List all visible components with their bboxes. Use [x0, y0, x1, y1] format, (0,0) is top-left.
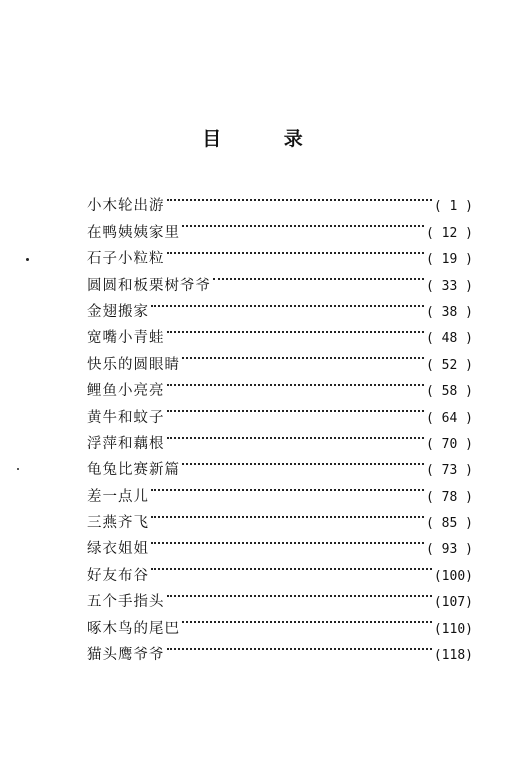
toc-entry-page: ( 58 )	[426, 384, 473, 400]
toc-entry-title: 猫头鹰爷爷	[87, 647, 165, 664]
table-of-contents	[87, 184, 473, 664]
toc-entry-title: 金翅搬家	[87, 303, 149, 320]
toc-entry-title: 宽嘴小青蛙	[87, 330, 165, 347]
dot-leader	[151, 290, 424, 316]
dot-leader	[182, 606, 432, 632]
toc-entry-title: 黄牛和蚊子	[87, 409, 165, 426]
toc-entry-title: 三燕齐飞	[87, 515, 149, 532]
toc-entry-page: ( 48 )	[426, 331, 473, 347]
scan-speck	[17, 468, 19, 470]
toc-entry-title: 龟兔比赛新篇	[87, 462, 180, 479]
dot-leader	[167, 633, 432, 659]
toc-entry-page: ( 73 )	[426, 463, 473, 479]
toc-entry-title: 鲤鱼小亮亮	[87, 383, 165, 400]
dot-leader	[182, 448, 424, 474]
toc-entry-page: ( 38 )	[426, 304, 473, 320]
toc-entry-title: 差一点儿	[87, 488, 149, 505]
dot-leader	[167, 316, 425, 342]
toc-entry-title: 好友布谷	[87, 567, 149, 584]
toc-entry-title: 小木轮出游	[87, 198, 165, 215]
dot-leader	[167, 369, 425, 395]
dot-leader	[151, 527, 424, 553]
toc-entry-page: ( 64 )	[426, 410, 473, 426]
dot-leader	[167, 237, 425, 263]
toc-entry-title: 啄木鸟的尾巴	[87, 620, 180, 637]
dot-leader	[151, 474, 424, 500]
toc-entry[interactable]	[87, 184, 473, 215]
toc-entry-title: 绿衣姐姐	[87, 541, 149, 558]
dot-leader	[167, 184, 432, 210]
page-title: 目 录	[202, 128, 331, 150]
toc-entry-title: 浮萍和藕根	[87, 435, 165, 452]
toc-entry-page: ( 78 )	[426, 489, 473, 505]
dot-leader	[167, 580, 432, 606]
toc-entry-page: (110)	[433, 621, 473, 637]
dot-leader	[167, 422, 425, 448]
toc-entry-page: ( 70 )	[426, 436, 473, 452]
dot-leader	[167, 395, 425, 421]
toc-entry-page: ( 19 )	[426, 252, 473, 268]
scan-speck	[26, 258, 29, 261]
toc-entry-page: ( 93 )	[426, 542, 473, 558]
toc-entry-title: 快乐的圆眼睛	[87, 356, 180, 373]
dot-leader	[151, 501, 424, 527]
toc-entry-title: 石子小粒粒	[87, 251, 165, 268]
toc-entry-title: 圆圆和板栗树爷爷	[87, 277, 211, 294]
toc-entry-title: 在鸭姨姨家里	[87, 224, 180, 241]
toc-entry-page: (118)	[433, 648, 473, 664]
toc-entry-page: ( 33 )	[426, 278, 473, 294]
toc-entry-title: 五个手指头	[87, 594, 165, 611]
dot-leader	[182, 210, 424, 236]
toc-entry-page: ( 12 )	[426, 225, 473, 241]
toc-entry-page: (107)	[433, 595, 473, 611]
toc-entry-page: (100)	[433, 568, 473, 584]
toc-entry-page: ( 85 )	[426, 516, 473, 532]
dot-leader	[151, 553, 432, 579]
toc-entry-page: ( 1 )	[433, 199, 473, 215]
dot-leader	[213, 263, 424, 289]
dot-leader	[182, 342, 424, 368]
toc-entry-page: ( 52 )	[426, 357, 473, 373]
